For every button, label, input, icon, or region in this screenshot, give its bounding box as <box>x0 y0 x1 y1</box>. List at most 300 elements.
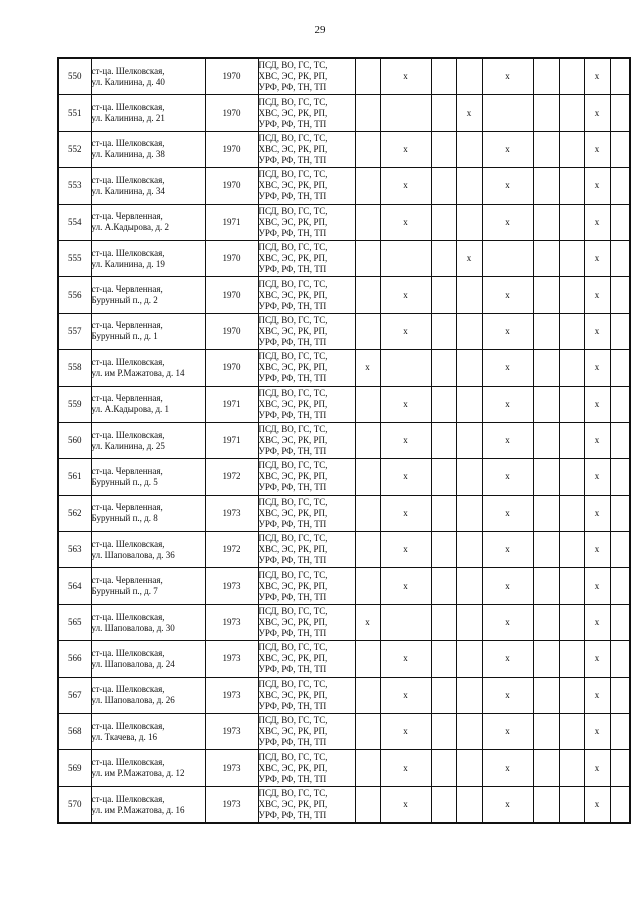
address-street: Бурунный п., д. 8 <box>91 513 158 524</box>
mark-cell <box>482 95 533 131</box>
address-street: ул. А.Кадырова, д. 1 <box>91 404 170 415</box>
address-street: ул. Калинина, д. 19 <box>91 258 165 269</box>
work-codes-cell <box>258 750 355 786</box>
mark-cell <box>431 240 456 276</box>
address-settlement: ст-ца. Червленная, <box>91 211 163 222</box>
row-number: 554 <box>58 204 91 240</box>
work-codes-line: ХВС, ЭС, РК, РП, <box>258 362 328 373</box>
mark-cell <box>610 168 630 204</box>
row-number: 558 <box>58 350 91 386</box>
work-codes-line: УРФ, РФ, ТН, ТП <box>258 628 327 639</box>
mark-cell <box>610 386 630 422</box>
build-year: 1972 <box>205 532 258 568</box>
row-number: 550 <box>58 58 91 95</box>
mark-cell: x <box>584 495 610 531</box>
address-settlement: ст-ца. Шелковская, <box>91 138 165 149</box>
mark-cell <box>456 568 482 604</box>
work-codes-line: УРФ, РФ, ТН, ТП <box>258 482 327 493</box>
mark-cell <box>456 277 482 313</box>
work-codes-line: ХВС, ЭС, РК, РП, <box>258 398 328 409</box>
row-number: 562 <box>58 495 91 531</box>
mark-cell <box>355 459 380 495</box>
build-year: 1973 <box>205 495 258 531</box>
mark-cell <box>559 422 584 458</box>
mark-cell <box>533 204 559 240</box>
mark-cell: x <box>380 277 431 313</box>
page-number: 29 <box>314 24 326 36</box>
mark-cell <box>533 641 559 677</box>
work-codes-line: ХВС, ЭС, РК, РП, <box>258 471 328 482</box>
mark-cell: x <box>584 459 610 495</box>
mark-cell <box>355 313 380 349</box>
mark-cell <box>355 532 380 568</box>
address-street: ул. Калинина, д. 25 <box>91 440 165 451</box>
mark-cell <box>380 95 431 131</box>
address-street: Бурунный п., д. 5 <box>91 476 158 487</box>
mark-cell <box>559 532 584 568</box>
mark-cell <box>456 495 482 531</box>
mark-cell <box>431 750 456 786</box>
mark-cell <box>610 95 630 131</box>
address-cell <box>91 750 205 786</box>
mark-cell <box>431 604 456 640</box>
address-cell <box>91 459 205 495</box>
work-codes-cell <box>258 95 355 131</box>
mark-cell <box>456 677 482 713</box>
address-cell <box>91 131 205 167</box>
address-street: ул. Ткачева, д. 16 <box>91 731 157 742</box>
mark-cell <box>559 714 584 750</box>
build-year: 1973 <box>205 786 258 823</box>
work-codes-line: ХВС, ЭС, РК, РП, <box>258 216 328 227</box>
mark-cell <box>456 204 482 240</box>
table-row <box>58 604 630 640</box>
work-codes-line: ХВС, ЭС, РК, РП, <box>258 653 328 664</box>
work-codes-line: УРФ, РФ, ТН, ТП <box>258 737 327 748</box>
address-settlement: ст-ца. Шелковская, <box>91 538 165 549</box>
build-year: 1971 <box>205 422 258 458</box>
work-codes-line: ХВС, ЭС, РК, РП, <box>258 507 328 518</box>
mark-cell: x <box>380 714 431 750</box>
build-year: 1970 <box>205 58 258 95</box>
work-codes-line: ХВС, ЭС, РК, РП, <box>258 617 328 628</box>
address-settlement: ст-ца. Шелковская, <box>91 611 165 622</box>
address-cell <box>91 604 205 640</box>
address-settlement: ст-ца. Шелковская, <box>91 247 165 258</box>
work-codes-line: ПСД, ВО, ГС, ТС, <box>258 533 328 544</box>
work-codes-line: ПСД, ВО, ГС, ТС, <box>258 387 328 398</box>
mark-cell <box>431 204 456 240</box>
table-row <box>58 495 630 531</box>
work-codes-line: ПСД, ВО, ГС, ТС, <box>258 205 328 216</box>
mark-cell <box>456 786 482 823</box>
address-settlement: ст-ца. Шелковская, <box>91 102 165 113</box>
mark-cell <box>456 386 482 422</box>
mark-cell: x <box>380 422 431 458</box>
work-codes-cell <box>258 131 355 167</box>
mark-cell <box>610 459 630 495</box>
work-codes-line: ПСД, ВО, ГС, ТС, <box>258 242 328 253</box>
mark-cell <box>355 131 380 167</box>
work-codes-line: ХВС, ЭС, РК, РП, <box>258 180 328 191</box>
work-codes-line: ПСД, ВО, ГС, ТС, <box>258 678 328 689</box>
mark-cell <box>431 422 456 458</box>
row-number: 556 <box>58 277 91 313</box>
mark-cell <box>610 313 630 349</box>
mark-cell <box>559 568 584 604</box>
address-street: Бурунный п., д. 2 <box>91 295 158 306</box>
address-street: ул. им Р.Мажатова, д. 16 <box>91 804 185 815</box>
work-codes-line: УРФ, РФ, ТН, ТП <box>258 446 327 457</box>
mark-cell <box>431 168 456 204</box>
build-year: 1973 <box>205 714 258 750</box>
mark-cell: x <box>456 240 482 276</box>
work-codes-line: УРФ, РФ, ТН, ТП <box>258 591 327 602</box>
address-cell <box>91 568 205 604</box>
mark-cell <box>559 313 584 349</box>
mark-cell: x <box>584 604 610 640</box>
mark-cell: x <box>380 495 431 531</box>
mark-cell <box>559 131 584 167</box>
mark-cell: x <box>584 313 610 349</box>
build-year: 1970 <box>205 350 258 386</box>
mark-cell <box>610 422 630 458</box>
mark-cell: x <box>380 641 431 677</box>
address-cell <box>91 714 205 750</box>
row-number: 561 <box>58 459 91 495</box>
mark-cell <box>559 204 584 240</box>
row-number: 565 <box>58 604 91 640</box>
work-codes-cell <box>258 422 355 458</box>
mark-cell <box>533 750 559 786</box>
build-year: 1971 <box>205 386 258 422</box>
work-codes-line: УРФ, РФ, ТН, ТП <box>258 664 327 675</box>
mark-cell: x <box>584 750 610 786</box>
mark-cell <box>533 58 559 95</box>
mark-cell: x <box>584 422 610 458</box>
address-cell <box>91 677 205 713</box>
work-codes-line: УРФ, РФ, ТН, ТП <box>258 154 327 165</box>
work-codes-cell <box>258 532 355 568</box>
table-row <box>58 95 630 131</box>
address-street: ул. А.Кадырова, д. 2 <box>91 222 170 233</box>
work-codes-line: ПСД, ВО, ГС, ТС, <box>258 569 328 580</box>
mark-cell <box>610 131 630 167</box>
table-row <box>58 750 630 786</box>
address-street: ул. Калинина, д. 40 <box>91 76 165 87</box>
work-codes-cell <box>258 604 355 640</box>
mark-cell: x <box>584 641 610 677</box>
mark-cell <box>533 422 559 458</box>
address-settlement: ст-ца. Червленная, <box>91 393 163 404</box>
mark-cell <box>380 350 431 386</box>
mark-cell <box>559 786 584 823</box>
work-codes-cell <box>258 58 355 95</box>
work-codes-cell <box>258 168 355 204</box>
mark-cell <box>559 240 584 276</box>
work-codes-line: УРФ, РФ, ТН, ТП <box>258 810 327 820</box>
work-codes-line: ПСД, ВО, ГС, ТС, <box>258 169 328 180</box>
mark-cell <box>456 641 482 677</box>
mark-cell: x <box>584 168 610 204</box>
work-codes-line: ПСД, ВО, ГС, ТС, <box>258 496 328 507</box>
mark-cell <box>610 568 630 604</box>
address-cell <box>91 641 205 677</box>
work-codes-cell <box>258 568 355 604</box>
mark-cell: x <box>482 641 533 677</box>
mark-cell <box>610 750 630 786</box>
mark-cell: x <box>380 168 431 204</box>
address-settlement: ст-ца. Шелковская, <box>91 720 165 731</box>
table-body <box>58 58 630 823</box>
address-street: ул. Шаповалова, д. 36 <box>91 549 175 560</box>
mark-cell <box>559 386 584 422</box>
work-codes-line: УРФ, РФ, ТН, ТП <box>258 773 327 784</box>
mark-cell: x <box>482 313 533 349</box>
mark-cell: x <box>482 532 533 568</box>
mark-cell <box>355 568 380 604</box>
address-cell <box>91 313 205 349</box>
mark-cell: x <box>584 532 610 568</box>
mark-cell: x <box>584 677 610 713</box>
work-codes-line: УРФ, РФ, ТН, ТП <box>258 409 327 420</box>
work-codes-line: ХВС, ЭС, РК, РП, <box>258 726 328 737</box>
work-codes-line: УРФ, РФ, ТН, ТП <box>258 700 327 711</box>
mark-cell <box>431 677 456 713</box>
mark-cell: x <box>482 714 533 750</box>
mark-cell <box>610 786 630 823</box>
work-codes-line: ХВС, ЭС, РК, РП, <box>258 289 328 300</box>
build-year: 1973 <box>205 750 258 786</box>
mark-cell: x <box>482 568 533 604</box>
mark-cell <box>559 277 584 313</box>
address-street: ул. Шаповалова, д. 24 <box>91 658 175 669</box>
mark-cell <box>533 459 559 495</box>
address-street: ул. Калинина, д. 34 <box>91 185 165 196</box>
mark-cell: x <box>482 422 533 458</box>
build-year: 1973 <box>205 641 258 677</box>
table-row <box>58 58 630 95</box>
mark-cell <box>610 604 630 640</box>
work-codes-cell <box>258 459 355 495</box>
mark-cell <box>610 277 630 313</box>
mark-cell <box>533 168 559 204</box>
work-codes-cell <box>258 786 355 823</box>
work-codes-line: ПСД, ВО, ГС, ТС, <box>258 606 328 617</box>
mark-cell: x <box>380 459 431 495</box>
address-cell <box>91 58 205 95</box>
mark-cell <box>431 495 456 531</box>
mark-cell <box>559 604 584 640</box>
mark-cell: x <box>482 58 533 95</box>
table-row <box>58 240 630 276</box>
mark-cell <box>610 58 630 95</box>
address-cell <box>91 532 205 568</box>
mark-cell <box>610 350 630 386</box>
row-number: 566 <box>58 641 91 677</box>
mark-cell <box>456 750 482 786</box>
mark-cell <box>355 750 380 786</box>
mark-cell <box>533 604 559 640</box>
address-street: ул. Шаповалова, д. 30 <box>91 622 175 633</box>
table-row <box>58 422 630 458</box>
work-codes-line: УРФ, РФ, ТН, ТП <box>258 373 327 384</box>
work-codes-cell <box>258 240 355 276</box>
build-year: 1970 <box>205 95 258 131</box>
address-street: ул. им Р.Мажатова, д. 12 <box>91 768 185 779</box>
build-year: 1970 <box>205 240 258 276</box>
build-year: 1973 <box>205 604 258 640</box>
work-codes-cell <box>258 495 355 531</box>
address-settlement: ст-ца. Червленная, <box>91 465 163 476</box>
work-codes-line: ПСД, ВО, ГС, ТС, <box>258 460 328 471</box>
table-row <box>58 532 630 568</box>
mark-cell <box>559 95 584 131</box>
mark-cell <box>533 313 559 349</box>
row-number: 567 <box>58 677 91 713</box>
mark-cell <box>431 641 456 677</box>
mark-cell <box>533 240 559 276</box>
work-codes-line: ПСД, ВО, ГС, ТС, <box>258 751 328 762</box>
mark-cell: x <box>584 386 610 422</box>
mark-cell: x <box>482 204 533 240</box>
mark-cell: x <box>380 677 431 713</box>
mark-cell: x <box>482 386 533 422</box>
mark-cell <box>559 495 584 531</box>
mark-cell: x <box>380 750 431 786</box>
address-street: ул. Калинина, д. 21 <box>91 113 165 124</box>
table-row <box>58 459 630 495</box>
address-settlement: ст-ца. Шелковская, <box>91 647 165 658</box>
build-year: 1971 <box>205 204 258 240</box>
mark-cell <box>533 495 559 531</box>
work-codes-cell <box>258 277 355 313</box>
mark-cell <box>431 58 456 95</box>
address-cell <box>91 786 205 823</box>
address-street: Бурунный п., д. 1 <box>91 331 158 342</box>
build-year: 1970 <box>205 313 258 349</box>
mark-cell <box>456 168 482 204</box>
work-codes-line: ХВС, ЭС, РК, РП, <box>258 253 328 264</box>
mark-cell <box>431 95 456 131</box>
row-number: 563 <box>58 532 91 568</box>
row-number: 552 <box>58 131 91 167</box>
mark-cell: x <box>584 240 610 276</box>
mark-cell: x <box>380 131 431 167</box>
work-codes-line: УРФ, РФ, ТН, ТП <box>258 82 327 93</box>
mark-cell <box>610 240 630 276</box>
mark-cell <box>533 714 559 750</box>
mark-cell <box>431 386 456 422</box>
work-codes-line: УРФ, РФ, ТН, ТП <box>258 118 327 129</box>
address-settlement: ст-ца. Шелковская, <box>91 174 165 185</box>
mark-cell <box>456 532 482 568</box>
mark-cell <box>559 750 584 786</box>
work-codes-line: ХВС, ЭС, РК, РП, <box>258 762 328 773</box>
mark-cell <box>355 714 380 750</box>
mark-cell <box>610 532 630 568</box>
address-cell <box>91 386 205 422</box>
work-codes-line: ХВС, ЭС, РК, РП, <box>258 580 328 591</box>
address-cell <box>91 422 205 458</box>
housing-registry-table <box>57 57 631 824</box>
mark-cell <box>533 677 559 713</box>
address-settlement: ст-ца. Шелковская, <box>91 793 165 804</box>
row-number: 559 <box>58 386 91 422</box>
mark-cell <box>533 532 559 568</box>
mark-cell <box>610 714 630 750</box>
mark-cell <box>355 58 380 95</box>
mark-cell <box>610 204 630 240</box>
work-codes-cell <box>258 677 355 713</box>
mark-cell <box>431 714 456 750</box>
work-codes-line: ХВС, ЭС, РК, РП, <box>258 143 328 154</box>
mark-cell <box>482 240 533 276</box>
work-codes-line: ПСД, ВО, ГС, ТС, <box>258 715 328 726</box>
mark-cell <box>456 714 482 750</box>
mark-cell <box>431 313 456 349</box>
address-cell <box>91 350 205 386</box>
work-codes-line: ПСД, ВО, ГС, ТС, <box>258 351 328 362</box>
mark-cell: x <box>482 495 533 531</box>
mark-cell <box>533 277 559 313</box>
row-number: 569 <box>58 750 91 786</box>
work-codes-cell <box>258 350 355 386</box>
work-codes-line: ХВС, ЭС, РК, РП, <box>258 799 328 809</box>
mark-cell: x <box>482 168 533 204</box>
row-number: 570 <box>58 786 91 823</box>
work-codes-cell <box>258 641 355 677</box>
address-cell <box>91 95 205 131</box>
row-number: 555 <box>58 240 91 276</box>
row-number: 553 <box>58 168 91 204</box>
work-codes-line: ПСД, ВО, ГС, ТС, <box>258 424 328 435</box>
mark-cell: x <box>584 786 610 823</box>
work-codes-cell <box>258 313 355 349</box>
build-year: 1970 <box>205 277 258 313</box>
work-codes-line: ПСД, ВО, ГС, ТС, <box>258 314 328 325</box>
mark-cell <box>533 786 559 823</box>
mark-cell: x <box>584 58 610 95</box>
build-year: 1970 <box>205 168 258 204</box>
address-settlement: ст-ца. Шелковская, <box>91 684 165 695</box>
work-codes-cell <box>258 204 355 240</box>
table-row <box>58 204 630 240</box>
mark-cell: x <box>380 568 431 604</box>
row-number: 551 <box>58 95 91 131</box>
table-row <box>58 277 630 313</box>
address-street: ул. им Р.Мажатова, д. 14 <box>91 367 185 378</box>
table-row <box>58 313 630 349</box>
address-settlement: ст-ца. Червленная, <box>91 502 163 513</box>
address-settlement: ст-ца. Шелковская, <box>91 757 165 768</box>
mark-cell <box>610 677 630 713</box>
work-codes-cell <box>258 714 355 750</box>
work-codes-line: УРФ, РФ, ТН, ТП <box>258 518 327 529</box>
address-cell <box>91 204 205 240</box>
address-settlement: ст-ца. Червленная, <box>91 320 163 331</box>
mark-cell: x <box>355 350 380 386</box>
mark-cell: x <box>584 350 610 386</box>
work-codes-line: ПСД, ВО, ГС, ТС, <box>258 60 328 71</box>
mark-cell <box>355 641 380 677</box>
mark-cell <box>559 641 584 677</box>
work-codes-line: УРФ, РФ, ТН, ТП <box>258 336 327 347</box>
mark-cell <box>355 422 380 458</box>
mark-cell: x <box>482 750 533 786</box>
mark-cell <box>431 786 456 823</box>
mark-cell <box>533 131 559 167</box>
